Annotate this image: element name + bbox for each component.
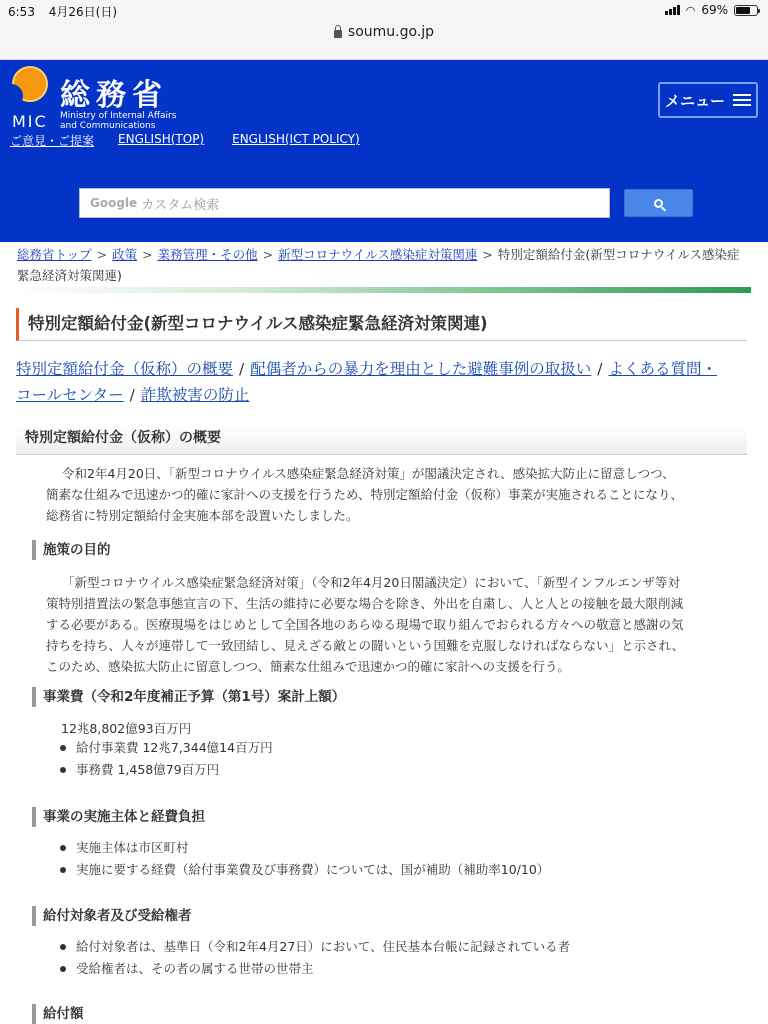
- anchor-sep: /: [597, 360, 603, 378]
- breadcrumb-policy[interactable]: 政策: [112, 247, 138, 262]
- address-bar[interactable]: [0, 20, 768, 60]
- eligibility-list: [58, 936, 570, 980]
- feedback-link[interactable]: ご意見・ご提案: [10, 134, 95, 148]
- anchor-sep: /: [129, 386, 135, 404]
- section-heading-overview: 特別定額給付金（仮称）の概要: [16, 427, 747, 455]
- mic-logo-icon[interactable]: [12, 66, 48, 102]
- status-date: 4月26日(日): [48, 5, 118, 19]
- heading-purpose: 施策の目的: [32, 540, 111, 560]
- site-header: [0, 60, 768, 242]
- breadcrumb: [17, 244, 747, 286]
- header-links: [10, 132, 360, 149]
- anchor-faq[interactable]: よくある質問・: [608, 360, 718, 378]
- status-time: 6:53: [8, 5, 35, 19]
- overview-line: 令和2年4月20日、「新型コロナウイルス感染症緊急経済対策」が閣議決定され、感染拡大防止に留意しつつ、: [62, 466, 675, 481]
- implementer-list: [58, 837, 549, 881]
- heading-eligibility: 給付対象者及び受給権者: [32, 906, 192, 926]
- english-top-link[interactable]: ENGLISH(TOP): [118, 132, 205, 146]
- breadcrumb-home[interactable]: 総務省トップ: [17, 247, 92, 262]
- heading-budget: 事業費（令和2年度補正予算（第1号）案計上額）: [32, 687, 345, 707]
- logo-en-line1: Ministry of Internal Affairs: [60, 111, 177, 121]
- breadcrumb-admin[interactable]: 業務管理・その他: [157, 247, 258, 262]
- logo-en-line2: and Communications: [60, 121, 156, 131]
- google-brand: Google: [90, 196, 138, 210]
- list-item: 実施に要する経費（給付事業費及び事務費）については、国が補助（補助率10/10）: [58, 859, 549, 881]
- budget-list: [58, 737, 273, 781]
- breadcrumb-sep: >: [96, 247, 108, 262]
- url-text[interactable]: soumu.go.jp: [347, 24, 435, 40]
- hamburger-icon: [733, 94, 751, 106]
- status-time-date: [8, 3, 117, 20]
- breadcrumb-sep: >: [482, 247, 493, 262]
- list-item: 給付対象者は、基準日（令和2年4月27日）において、住民基本台帳に記録されている者: [58, 936, 570, 958]
- purpose-text: [46, 572, 746, 677]
- purpose-line: する必要がある。医療現場をはじめとして全国各地のあらゆる現場で取り組んでおられる方々への敬意と感謝の気: [46, 617, 684, 632]
- page-title: 特別定額給付金(新型コロナウイルス感染症緊急経済対策関連): [16, 308, 747, 341]
- battery-percent: 69%: [701, 3, 728, 17]
- breadcrumb-covid[interactable]: 新型コロナウイルス感染症対策関連: [278, 247, 478, 262]
- divider-line: [16, 287, 751, 293]
- list-item: 事務費 1,458億79百万円: [58, 759, 273, 781]
- list-item: 受給権者は、その者の属する世帯の世帯主: [58, 958, 570, 980]
- battery-icon: [734, 5, 758, 16]
- logo-english-name: [60, 111, 176, 131]
- breadcrumb-sep: >: [262, 247, 274, 262]
- search-button[interactable]: [624, 189, 693, 217]
- heading-amount: 給付額: [32, 1004, 84, 1024]
- signal-icon: [665, 5, 680, 15]
- purpose-line: このため、感染拡大防止に留意しつつ、簡素な仕組みで迅速かつ的確に家計への支援を行う。: [46, 659, 571, 674]
- anchor-dv-evacuation[interactable]: 配偶者からの暴力を理由とした避難事例の取扱い: [250, 360, 592, 378]
- list-item: 給付事業費 12兆7,344億14百万円: [58, 737, 273, 759]
- status-indicators: [665, 3, 758, 17]
- search-icon: [654, 199, 663, 208]
- menu-button[interactable]: [658, 82, 758, 118]
- lock-icon: [334, 30, 342, 38]
- section-anchor-links: [16, 356, 751, 408]
- wifi-icon: ◠: [685, 3, 696, 17]
- budget-total: 12兆8,802億93百万円: [61, 721, 192, 736]
- purpose-line: 持ちを持ち、人々が連帯して一致団結し、見えざる敵との闘いという国難を克服しなければならない」と示され、: [46, 638, 685, 653]
- overview-line: 総務省に特別定額給付金実施本部を設置いたしました。: [46, 508, 359, 523]
- list-item: 実施主体は市区町村: [58, 837, 549, 859]
- heading-implementer: 事業の実施主体と経費負担: [32, 807, 205, 827]
- overview-text: [46, 463, 746, 526]
- english-ict-link[interactable]: ENGLISH(ICT POLICY): [232, 132, 360, 146]
- anchor-call-center[interactable]: コールセンター: [16, 386, 124, 404]
- anchor-fraud-prevention[interactable]: 詐欺被害の防止: [140, 386, 250, 404]
- breadcrumb-sep: >: [142, 247, 153, 262]
- anchor-overview[interactable]: 特別定額給付金（仮称）の概要: [16, 360, 234, 378]
- overview-line: 簡素な仕組みで迅速かつ的確に家計への支援を行うため、特別定額給付金（仮称）事業が実施されることになり、: [46, 487, 684, 502]
- breadcrumb-current: 特別定額給付金(新型コロナウイルス感染症緊急経済対策関連): [17, 247, 740, 283]
- purpose-line: 「新型コロナウイルス感染症緊急経済対策」（令和2年4月20日閣議決定）において、「新型インフルエンザ等対: [62, 575, 680, 590]
- site-logo-text[interactable]: 総務省: [60, 78, 168, 113]
- logo-mic-text: MIC: [12, 112, 48, 131]
- search-placeholder: カスタム検索: [141, 197, 220, 213]
- menu-label: メニュー: [664, 91, 725, 110]
- purpose-line: 策特別措置法の緊急事態宣言の下、生活の維持に必要な場合を除き、外出を自粛し、人と人との接触を最大限削減: [46, 596, 684, 611]
- anchor-sep: /: [239, 360, 245, 378]
- search-input[interactable]: [79, 188, 610, 218]
- status-bar: [0, 0, 768, 20]
